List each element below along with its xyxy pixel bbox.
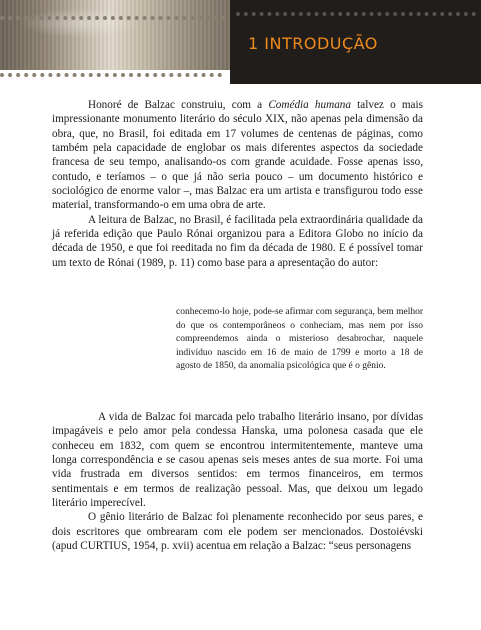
dotted-rule-top (0, 16, 226, 20)
header-photo-strip (0, 0, 230, 70)
page-header (0, 0, 481, 88)
dotted-rule-bottom (0, 73, 222, 77)
paragraph-3: A vida de Balzac foi marcada pelo trabalho literário insano, por dívidas impagáveis e pelo amor pela condessa Hanska, uma polonesa casada que ele conheceu em 1832, com quem se encontrou intermitentemente, manteve uma longa correspondência e se casou apenas seis meses antes de sua morte. Foi uma vida frustrada em diversos sentidos: em termos financeiros, em termos sentimentais e em termos de realização pessoal. Mas, que deixou um legado literário imperecível. (52, 411, 423, 510)
paragraph-2: A leitura de Balzac, no Brasil, é facilitada pela extraordinária qualidade da já referida edição que Paulo Rónai organizou para a Editora Globo no início da década de 1950, e que foi reeditada no fim da década de 1980. E é possível tomar um texto de Rónai (1989, p. 11) como base para a apresentação do autor: (52, 213, 423, 269)
block-quote (176, 306, 423, 374)
dotted-rule-title (236, 12, 476, 16)
body-text-upper (52, 98, 423, 270)
paragraph-1: Honoré de Balzac construiu, com a Comédia humana talvez o mais impressionante monumento literário do século XIX, não apenas pela dimensão da obra, que, no Brasil, foi editada em 17 volumes de centenas de páginas, como também pela capacidade de englobar os mais diferentes aspectos da sociedade francesa de seu tempo, analisando-os com grande acuidade. Fosse apenas isso, contudo, e teríamos – o que já não seria pouco – um documento histórico e sociológico de enorme valor –, mas Balzac era um artista e transfigurou todo esse material, transformando-o em uma obra de arte. (52, 99, 423, 212)
paragraph-4: O gênio literário de Balzac foi plenamente reconhecido por seus pares, e dois escritores que ombrearam com ele podem ser mencionados. Dostoiévski (apud CURTIUS, 1954, p. xvii) acentua em relação a Balzac: “seus personagens (52, 511, 423, 553)
quote-text: conhecemo-lo hoje, pode-se afirmar com segurança, bem melhor do que os contemporâneos o conheciam, mas nem por isso compreendemos ainda o misterioso desabrochar, naquele indivíduo nascido em 16 de maio de 1799 e morto a 18 de agosto de 1850, da anomalia psicológica que é o gênio. (176, 307, 423, 371)
chapter-title: 1 INTRODUÇÃO (248, 34, 378, 53)
body-text-lower (52, 410, 423, 553)
work-title: Comédia humana (268, 99, 351, 111)
